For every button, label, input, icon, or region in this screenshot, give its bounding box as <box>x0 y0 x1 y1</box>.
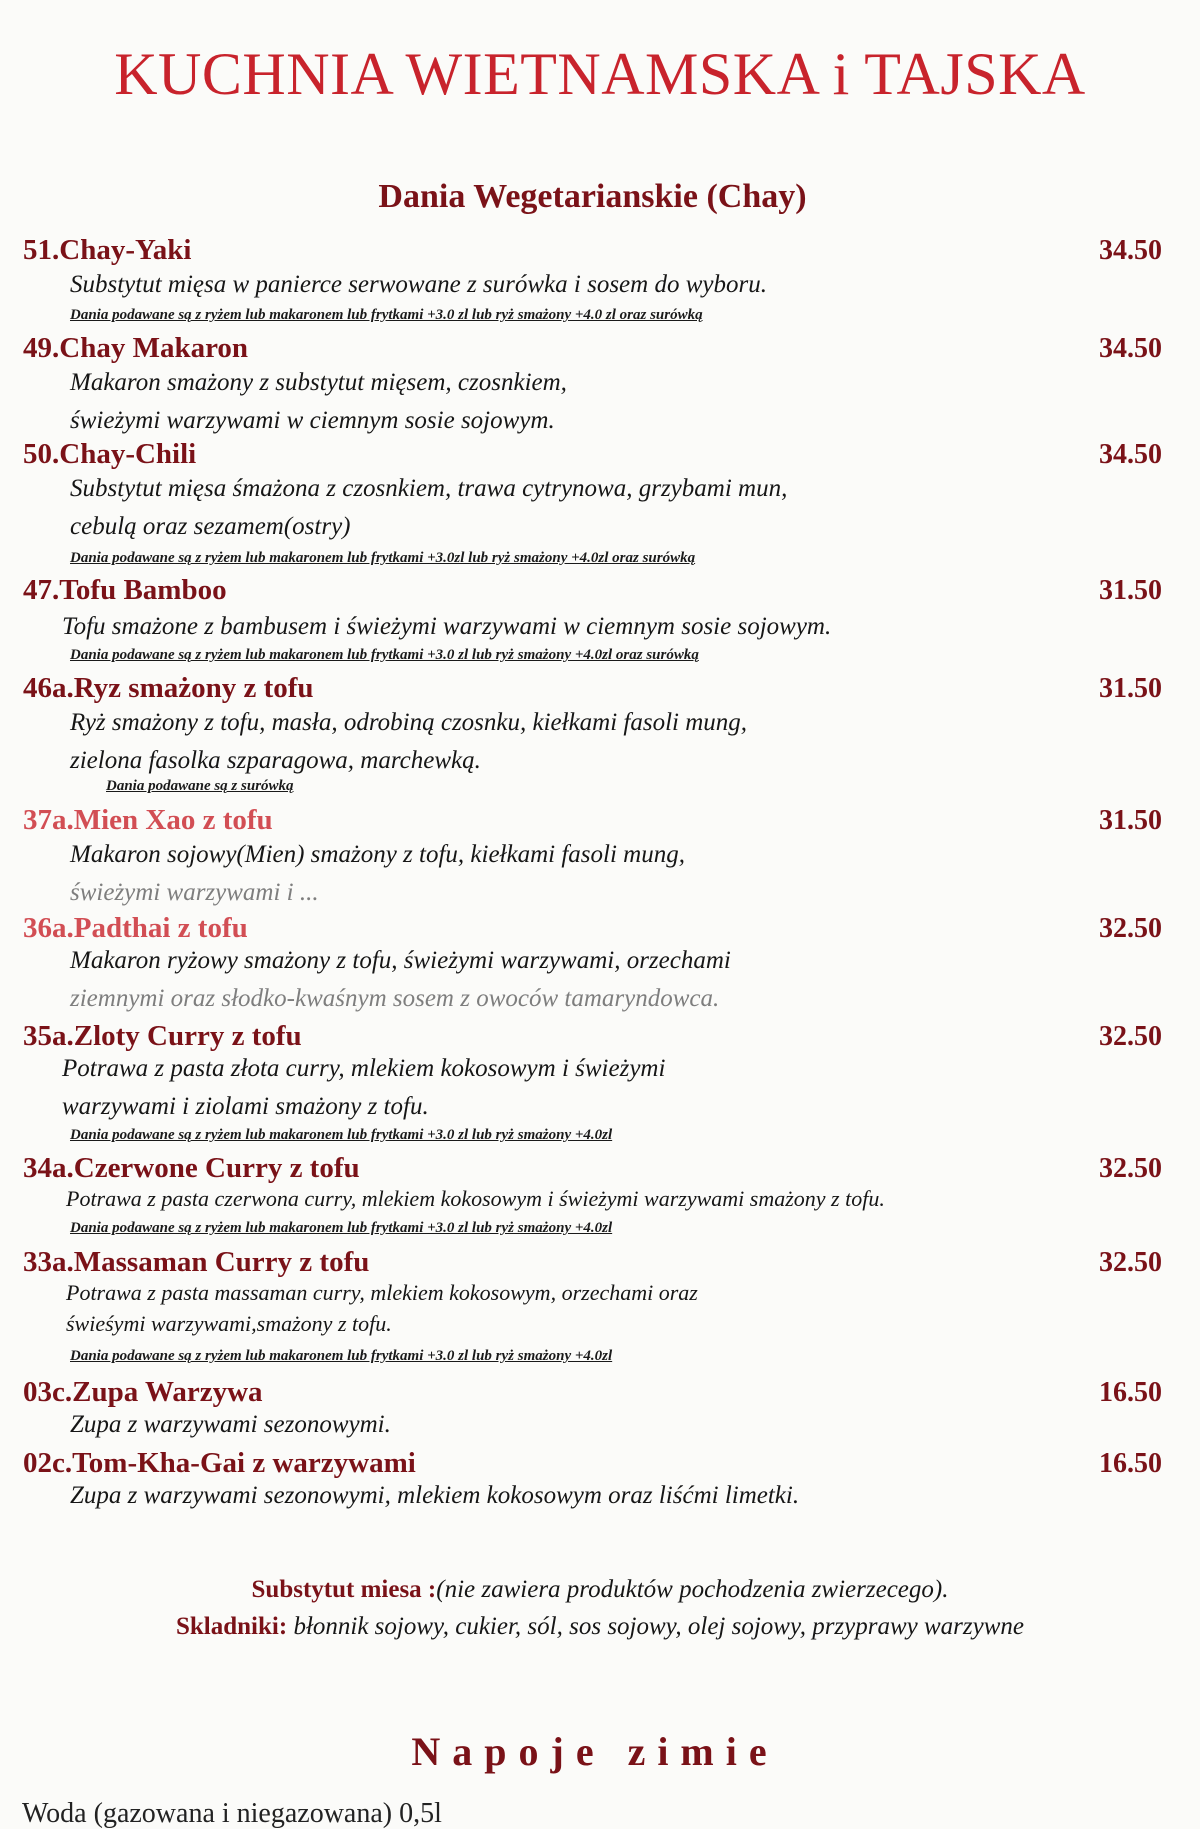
menu-item-price: 31.50 <box>1099 805 1162 836</box>
menu-item-description: Substytut mięsa w panierce serwowane z surówka i sosem do wyboru. <box>70 271 767 298</box>
menu-item-name: 46a.Ryz smażony z tofu <box>23 672 314 704</box>
menu-item-name: 49.Chay Makaron <box>23 332 249 364</box>
menu-item-serving-note: Dania podawane są z ryżem lub makaronem lub frytkami +3.0 zl lub ryż smażony +4.0 zl oraz surówką <box>70 307 703 323</box>
menu-item-price: 31.50 <box>1099 575 1162 606</box>
menu-item-description: Makaron sojowy(Mien) smażony z tofu, kiełkami fasoli mung, <box>70 841 685 868</box>
menu-item-serving-note: Dania podawane są z surówką <box>106 778 294 794</box>
menu-item-price: 34.50 <box>1099 333 1162 364</box>
menu-item-name: 33a.Massaman Curry z tofu <box>23 1246 370 1278</box>
menu-item-serving-note: Dania podawane są z ryżem lub makaronem lub frytkami +3.0 zl lub ryż smażony +4.0zl <box>70 1127 613 1143</box>
page-title: KUCHNIA WIETNAMSKA i TAJSKA <box>114 41 1086 107</box>
menu-item-price: 34.50 <box>1099 439 1162 470</box>
menu-item-price: 32.50 <box>1099 913 1162 944</box>
menu-item-price: 32.50 <box>1099 1153 1162 1184</box>
menu-item-description: Substytut mięsa śmażona z czosnkiem, trawa cytrynowa, grzybami mun, <box>70 475 788 502</box>
menu-item-description: zielona fasolka szparagowa, marchewką. <box>70 747 481 774</box>
menu-item-serving-note: Dania podawane są z ryżem lub makaronem lub frytkami +3.0zl lub ryż smażony +4.0zl oraz surówką <box>70 550 696 566</box>
menu-item-serving-note: Dania podawane są z ryżem lub makaronem lub frytkami +3.0 zl lub ryż smażony +4.0zl <box>70 1220 613 1236</box>
menu-item-name: 37a.Mien Xao z tofu <box>23 804 273 836</box>
menu-item-description: Makaron smażony z substytut mięsem, czosnkiem, <box>70 369 567 396</box>
menu-item-description: Ryż smażony z tofu, masła, odrobiną czosnku, kiełkami fasoli mung, <box>70 709 748 736</box>
substitute-note <box>0 1577 1200 1602</box>
menu-item-description: Zupa z warzywami sezonowymi. <box>70 1411 391 1438</box>
menu-item-name: 47.Tofu Bamboo <box>23 574 227 606</box>
menu-item-serving-note: Dania podawane są z ryżem lub makaronem lub frytkami +3.0 zl lub ryż smażony +4.0zl <box>70 1348 613 1364</box>
menu-item-description: ziemnymi oraz słodko-kwaśnym sosem z owoców tamaryndowca. <box>70 985 720 1012</box>
menu-item-name: 34a.Czerwone Curry z tofu <box>23 1152 360 1184</box>
menu-item-name: 51.Chay-Yaki <box>23 234 192 266</box>
ingredients-label: Skladniki: <box>176 1613 288 1640</box>
menu-item-price: 16.50 <box>1099 1377 1162 1408</box>
substitute-label: Substytut miesa : <box>251 1576 437 1603</box>
menu-item-description: Makaron ryżowy smażony z tofu, świeżymi warzywami, orzechami <box>70 947 731 974</box>
menu-item-description: świeżymi warzywami i ... <box>70 879 319 906</box>
drinks-first-item: Woda (gazowana i niegazowana) 0,5l <box>22 1798 442 1829</box>
menu-item-description: Potrawa z pasta massaman curry, mlekiem kokosowym, orzechami oraz <box>66 1280 698 1305</box>
menu-item-description: cebulą oraz sezamem(ostry) <box>70 513 351 540</box>
menu-item-name: 03c.Zupa Warzywa <box>23 1376 263 1408</box>
menu-item-price: 32.50 <box>1099 1021 1162 1052</box>
menu-item-name: 35a.Zloty Curry z tofu <box>23 1020 302 1052</box>
menu-item-price: 16.50 <box>1099 1448 1162 1479</box>
menu-item-description: Zupa z warzywami sezonowymi, mlekiem kokosowym oraz liśćmi limetki. <box>70 1482 800 1509</box>
menu-item-name: 02c.Tom-Kha-Gai z warzywami <box>23 1447 416 1479</box>
substitute-text: (nie zawiera produktów pochodzenia zwierzecego). <box>436 1576 949 1603</box>
menu-item-price: 32.50 <box>1099 1247 1162 1278</box>
menu-item-description: świeżymi warzywami w ciemnym sosie sojowym. <box>70 407 555 434</box>
menu-item-serving-note: Dania podawane są z ryżem lub makaronem lub frytkami +3.0 zl lub ryż smażony +4.0zl oraz surówką <box>70 647 699 663</box>
menu-item-description: Potrawa z pasta złota curry, mlekiem kokosowym i świeżymi <box>62 1055 666 1082</box>
menu-item-description: Tofu smażone z bambusem i świeżymi warzywami w ciemnym sosie sojowym. <box>62 613 832 640</box>
section-title: Dania Wegetarianskie (Chay) <box>378 178 807 215</box>
menu-item-description: warzywami i ziolami smażony z tofu. <box>62 1093 429 1120</box>
menu-item-price: 31.50 <box>1099 673 1162 704</box>
ingredients-text: błonnik sojowy, cukier, sól, sos sojowy, olej sojowy, przyprawy warzywne <box>287 1613 1024 1640</box>
drinks-title: Napoje zimie <box>411 1729 779 1774</box>
menu-item-name: 50.Chay-Chili <box>23 438 197 470</box>
menu-item-description: Potrawa z pasta czerwona curry, mlekiem kokosowym i świeżymi warzywami smażony z tofu. <box>66 1186 885 1211</box>
menu-item-price: 34.50 <box>1099 235 1162 266</box>
menu-item-name: 36a.Padthai z tofu <box>23 912 248 944</box>
menu-item-description: świeśymi warzywami,smażony z tofu. <box>66 1311 392 1336</box>
ingredients-note <box>0 1614 1200 1639</box>
